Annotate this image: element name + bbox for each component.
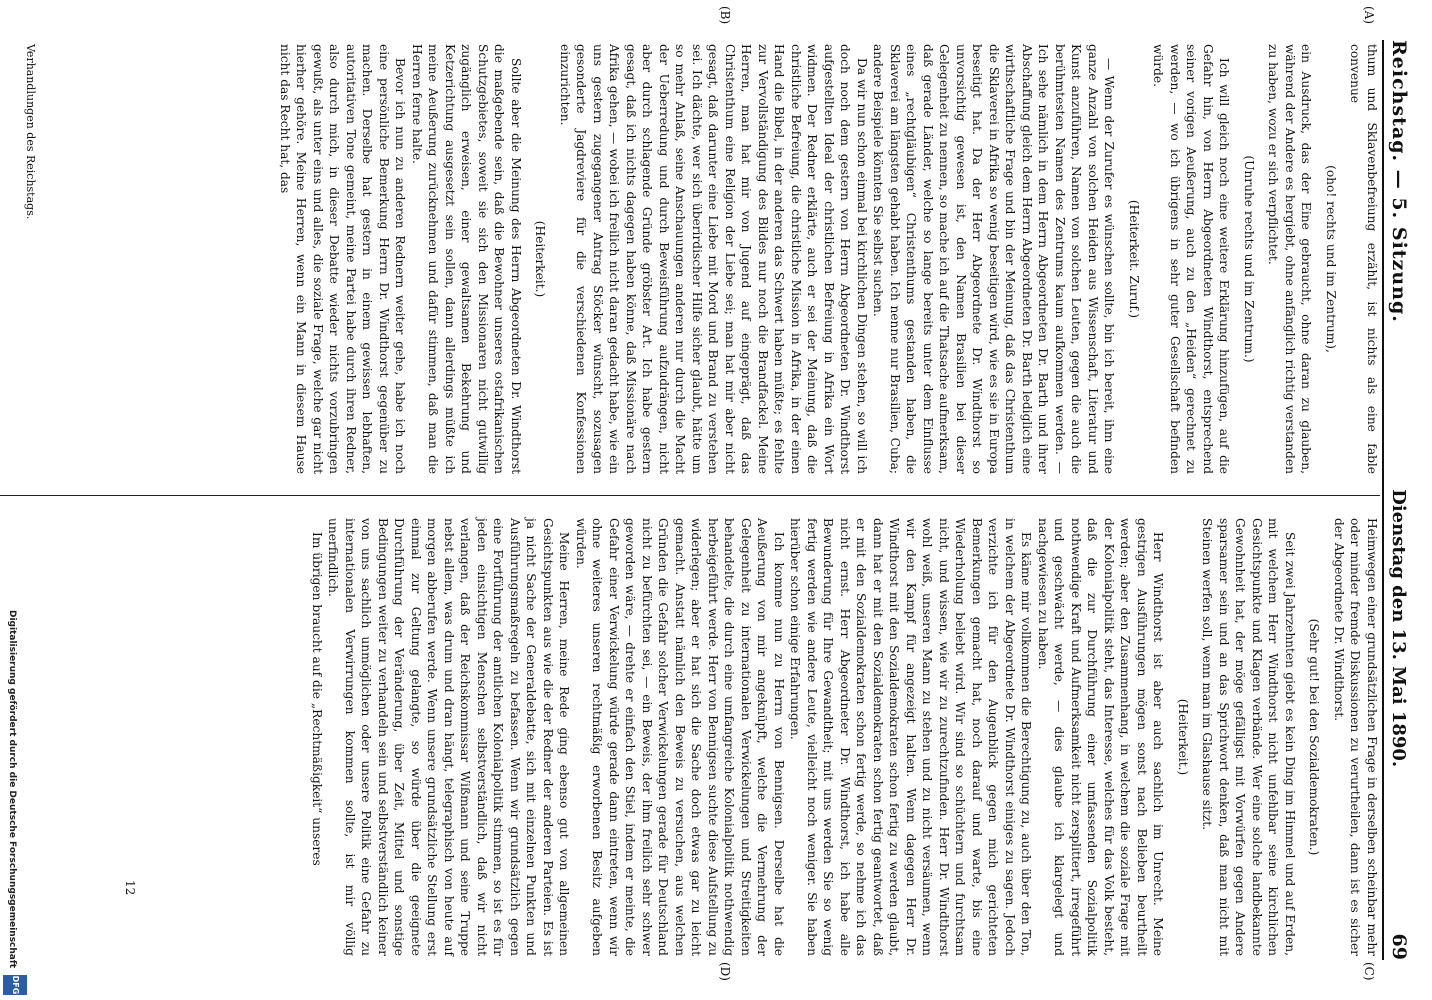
header-date: Dienstag den 13. Mai 1890. xyxy=(1388,489,1409,768)
interjection: (Heiterkeit. Zuruf.) xyxy=(1127,199,1141,319)
paragraph: thum und Sklavenbefreiung erzählt, ist nichts als eine fable convenue xyxy=(1348,44,1379,474)
margin-mark-b: (B) xyxy=(718,6,732,25)
interjection: (oho! rechts und im Zentrum), xyxy=(1324,165,1338,353)
paragraph: Da wir nun schon einmal bei kirchlichen Dingen stehen, so will ich doch noch dem gestern von Herrn Abgeordneten Dr. Windthorst aufgestellten Ideal der christlichen Befreiung in Afrika ein Wort widmen. Der Redner erklärte, auch er sei der Meinung, daß die christliche Befreiung, die christliche Mission in Afrika, in der einen Hand die Bibel, in der anderen das Schwert haben müßte; es fehlte zur Vervollständigung des Bildes nur noch die Brandfackel. Meine Herren, man hat mir von Jugend auf eingeprägt, daß das Christenthum eine Religion der Liebe sei; man hat mir aber nicht gesagt, daß darunter eine Liebe mit Mord und Brand zu verstehen sei. Ich dächte, wer sich überirdischer Hilfe sicher glaubt, hätte um so mehr Anlaß, seine Anschauungen anderen nur durch die Macht der Ueberredung und durch Beweisführung aufzudrängen, nicht aber durch schlagende Gründe gröbster Art. Ich habe gestern gesagt, daß ich nichts dagegen haben könne, daß Missionäre nach Afrika gehen, — wobei ich freilich nicht daran gedacht habe, wie ein uns gestern zugegangener Antrag Stöcker wünscht, sozusagen gesonderte Jagdreviere für die verschiedenen Konfessionen einzurichten. xyxy=(558,44,869,474)
paragraph: Seit zwei Jahrzehnten giebt es kein Ding im Himmel und auf Erden, mit welchem Herr Windthorst nicht unfehlbar seine kirchlichen Gesichtspunkte und Klagen verbände. Wer eine solche landbekannte Gewohnheit hat, der möge gefälligst mit Vorwürfen gegen Andere sparsamer sein und an das Sprichwort denken, daß man nicht mit Steinen werfen soll, wenn man im Glashause sitzt. xyxy=(1200,518,1297,956)
paragraph: Bevor ich nun zu anderen Rednern weiter gehe, habe ich noch eine persönliche Bemerkung Herrn Dr. Windthorst gegenüber zu machen. Derselbe hat gestern in einem gewissen lebhaften, autoritativen Tone gemeint, meine Partei habe durch ihren Redner, also durch mich, in dieser Debatte wieder nichts vorzubringen gewußt, als unter eins und alles, die soziale Frage, welche gar nicht hierher gehöre. Meine Herren, wenn ein Mann in diesem Hause nicht das Recht hat, das xyxy=(278,44,408,474)
paragraph: Herr Windthorst ist aber auch sachlich im Unrecht. Meine gestrigen Ausführungen mögen sonst nach Belieben beurtheilt werden; aber den Zusammenhang, in welchem die soziale Frage mit der Kolonialpolitik steht, das Interesse, welches für das Volk besteht, daß die zur Durchführung einer umfassenden Sozialpolitik nothwendige Kraft und Aufmerksamkeit nicht zersplittert, irregeführt und geschwächt werde, — dies glaube ich klargelegt und nachgewiesen zu haben. xyxy=(1036,518,1166,956)
page-header xyxy=(1382,40,1422,960)
paragraph: Es käme mir vollkommen die Berechtigung zu, auch über den Ton, in welchem der Abgeordnete Dr. Windthorst einiges zu sagen. Jedoch verzichte ich für den Augenblick gegen mich gerichteten Bemerkungen gemacht hat, noch darauf und warte, bis eine Wiederholung beliebt wird. Wir sind so schüchtern und furchtsam nicht, und wissen, wie wir zu zurechtzufinden. Herr Dr. Windthorst wohl weiß, unseren Mann zu stehen und zu nicht versäumen, wenn wir den Kampf für angezeigt halten. Wenn dagegen Herr Dr. Windthorst mit den Sozialdemokraten schon fertig zu werden glaubt, dann hat er mit den Sozialdemokraten schon fertig geantwortet, daß er mit den Sozialdemokraten schon fertig werde, so nehme ich das nicht ernst. Herr Abgeordneter Dr. Windthorst, ich habe alle Bewunderung für Ihre Gewandtheit; mit uns werden Sie so wenig fertig werden wie andere Leute, vielleicht noch weniger. Sie haben hierüber schon einige Erfahrungen. xyxy=(788,518,1034,956)
paragraph: — Wenn der Zurufer es wünschen sollte, bin ich bereit, ihm eine ganze Anzahl von solchen Heiden aus Wissenschaft, Literatur und Kunst anzuführen, Namen von solchen Leuten, gegen die auch die berühmtesten Namen des Zentrums kaum aufkommen werden. — Ich sehe nämlich in dem Herrn Abgeordneten Dr. Barth und ihrer Abschaffung gleich dem Herrn Abgeordneten Dr. Barth lediglich eine wirthschaftliche Frage und bin der Meinung, daß das Christenthum die Sklaverei in Afrika so wenig beseitigen wird, wie es sie in Europa beseitigt hat. Da der Herr Abgeordnete Dr. Windthorst so unvorsichtig gewesen ist, den Namen Brasilien bei dieser Gelegenheit zu nennen, so mache ich auf die Thatsache aufmerksam, daß gerade Länder, welche so lange bereits unter dem Einflusse eines „rechtgläubigen“ Christenthums gestanden haben, die Sklaverei am längsten gehabt haben. Ich nenne nur Brasilien, Cuba; andere Beispiele könnten Sie selbst suchen. xyxy=(871,44,1117,474)
signature-number: 12 xyxy=(123,880,137,896)
digitization-credit: Digitalisierung gefördert durch die Deutsche Forschungsgemeinschaft xyxy=(7,610,17,969)
paragraph: Ich will gleich noch eine weitere Erklärung hinzufügen, auf die Gefahr hin, von Herrn Abgeordneten Windthorst, entsprechend seiner vorigen Aeußerung, auch zu den „Heiden“ gerechnet zu werden, — wo ich übrigens in sehr guter Gesellschaft befinden würde. xyxy=(1151,44,1232,474)
footer-proceedings: Verhandlungen des Reichstags. xyxy=(24,44,37,220)
column-divider xyxy=(0,495,1380,496)
left-text-column xyxy=(277,44,1381,474)
margin-mark-d: (D) xyxy=(718,962,732,981)
margin-mark-c: (C) xyxy=(1362,962,1376,981)
interjection: (Sehr gut! bei den Sozialdemokraten.) xyxy=(1307,618,1322,856)
dfg-logo: DFG xyxy=(3,975,27,995)
paragraph: Ich komme nun zu Herrn von Bennigsen. Derselbe hat die Aeußerung von mir angeknüpft, welche die Vermehrung der Gelegenheit zu internationalen Verwickelungen und Streitigkeiten behandelte, die durch eine umfangreiche Kolonialpolitik nothwendig herbeigeführt werde. Herr von Bennigsen suchte diese Aufstellung zu widerlegen; aber er hat sich die Sache doch etwas gar zu leicht gemacht. Anstatt nämlich den Beweis zu versuchen, aus welchen Gründen die Gefahr solcher Verwickelungen gerade für Deutschland nicht zu befürchten sei, — ein Beweis, der ihm freilich sehr schwer geworden wäre, — drehte er einfach den Stiel, indem er meinte, die Gefahr einer Verwickelung würde gerade dann eintreten, wenn wir ohne weiteres unseren rechtmäßig erworbenen Besitz aufgeben würden. xyxy=(574,518,786,956)
interjection: (Heiterkeit.) xyxy=(533,220,548,298)
header-session: Reichstag. — 5. Sitzung. xyxy=(1388,40,1410,323)
interjection: (Unruhe rechts und im Zentrum.) xyxy=(1242,155,1256,363)
paragraph: Sollte aber die Meinung des Herrn Abgeordneten Dr. Windthorst die maßgebende sein, daß die Bewohner unseres ostafrikanischen Schutzgebietes, soweit sie sich den Missionaren nicht gutwillig zugänglich erweisen, einer gewaltsamen Bekehrung und Ketzerichtung ausgesetzt sein sollen, dann allerdings müßte ich meine Aeußerung zurücknehmen und dafür stimmen, daß man die Herren ferne halte. xyxy=(410,44,523,474)
margin-mark-a: (A) xyxy=(1362,6,1376,25)
right-text-column xyxy=(309,518,1381,956)
paragraph: Heimwegen einer grundsätzlichen Frage in derselben scheinbar mehr oder minder fremde Diskussionen zu verurtheilen, dann ist es sicher der Abgeordnete Dr. Windthorst. xyxy=(1332,518,1379,956)
page-number: 69 xyxy=(1388,933,1410,960)
paragraph: Im übrigen braucht auf die „Rechtmäßigkeit“ unseres xyxy=(310,532,324,866)
paragraph: Meine Herren, meine Rede ging ebenso gut von allgemeinen Gesichtspunkten aus wie die der Redner der anderen Parteien. Es ist ja nicht Sache der Generaldebatte, sich mit einzelnen Punkten und Ausführungsmaßregeln zu befassen. Wenn wir grundsätzlich gegen eine Fortführung der amtlichen Kolonialpolitik stimmen, so ist es für jeden einsichtigen Menschen selbstverständlich, daß wir nicht verlangen, daß der Reichskommissar Wißmann und seine Truppe nebst allem, was drum und dran hängt, telegraphisch von heute auf morgen abberufen werde. Wenn unsere grundsätzliche Stellung erst einmal zur Geltung gelangte, so würde über die geeignete Durchführung der Veränderung, über Zeit, Mittel und sonstige Bedingungen weiter zu verhandeln sein und selbstverständlich keiner von uns sachlich unmöglichen oder unsere Politik eine Gefahr zu internationalen Verwirrungen kommen sollte, ist mir völlig unerfindlich. xyxy=(326,518,572,956)
paragraph: ein Ausdruck, das der Eine gebraucht, ohne daran zu glauben, während der Andere es hergiebt, ohne anfänglich richtig verstanden zu haben, wozu er sich verpflichtet. xyxy=(1266,44,1314,474)
interjection: (Heiterkeit.) xyxy=(1176,698,1190,776)
